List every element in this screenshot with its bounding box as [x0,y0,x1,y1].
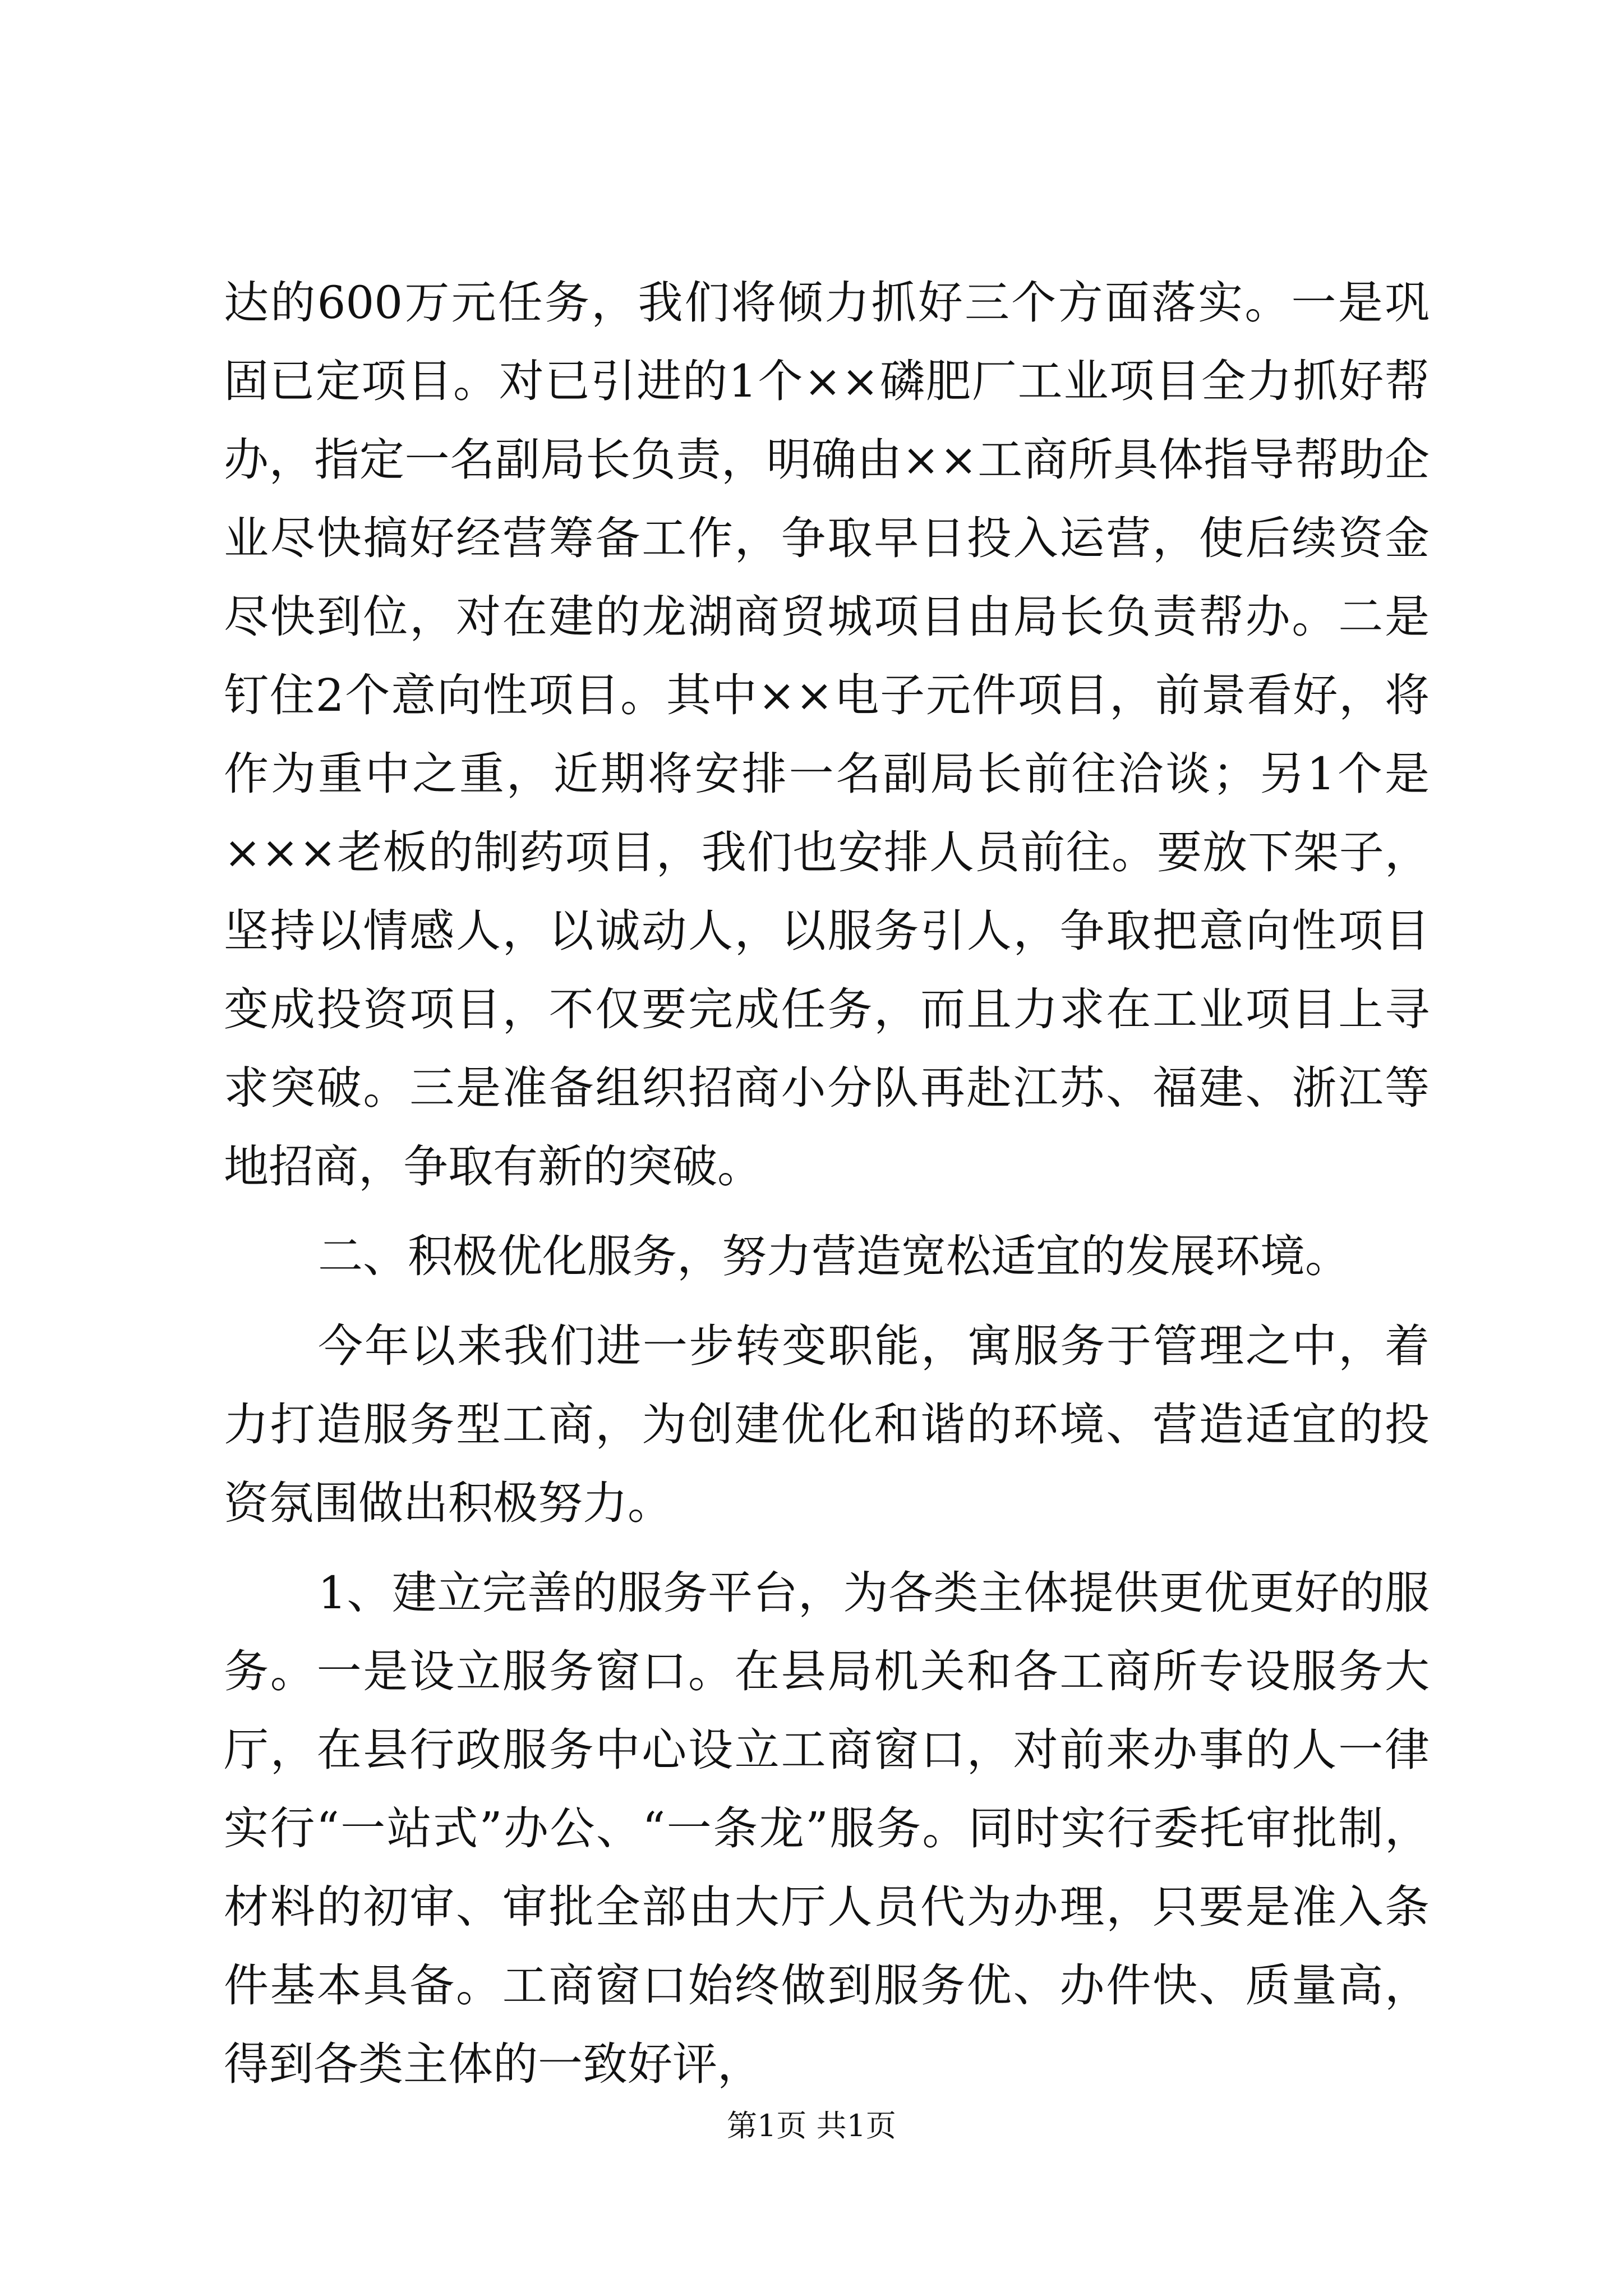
paragraph-2-heading: 二、积极优化服务，努力营造宽松适宜的发展环境。 [318,1230,1350,1282]
paragraph-1: 达的600万元任务，我们将倾力抓好三个方面落实。一是巩固已定项目。对已引进的1个××磷肥厂工业项目全力抓好帮办，指定一名副局长负责，明确由××工商所具体指导帮助企业尽快搞好经营筹备工作，争取早日投入运营，使后续资金尽快到位，对在建的龙湖商贸城项目由局长负责帮办。二是钉住2个意向性项目。其中××电子元件项目，前景看好，将作为重中之重，近期将安排一名副局长前往洽谈；另1个是×××老板的制药项目，我们也安排人员前往。要放下架子，坚持以情感人，以诚动人，以服务引人，争取把意向性项目变成投资项目，不仅要完成任务，而且力求在工业项目上寻求突破。三是准备组织招商小分队再赴江苏、福建、浙江等地招商，争取有新的突破。 [224,277,1430,1193]
page-footer [0,2106,1623,2146]
paragraph-3: 今年以来我们进一步转变职能，寓服务于管理之中，着力打造服务型工商，为创建优化和谐的环境、营造适宜的投资氛围做出积极努力。 [224,1320,1430,1529]
document-body [224,264,1430,2115]
paragraph-4: 1、建立完善的服务平台，为各类主体提供更优更好的服务。一是设立服务窗口。在县局机关和各工商所专设服务大厅，在县行政服务中心设立工商窗口，对前来办事的人一律实行“一站式”办公、“一条龙”服务。同时实行委托审批制，材料的初审、审批全部由大厅人员代为办理，只要是准入条件基本具备。工商窗口始终做到服务优、办件快、质量高，得到各类主体的一致好评， [224,1567,1430,2090]
page-number-label: 第1页 共1页 [727,2108,896,2143]
